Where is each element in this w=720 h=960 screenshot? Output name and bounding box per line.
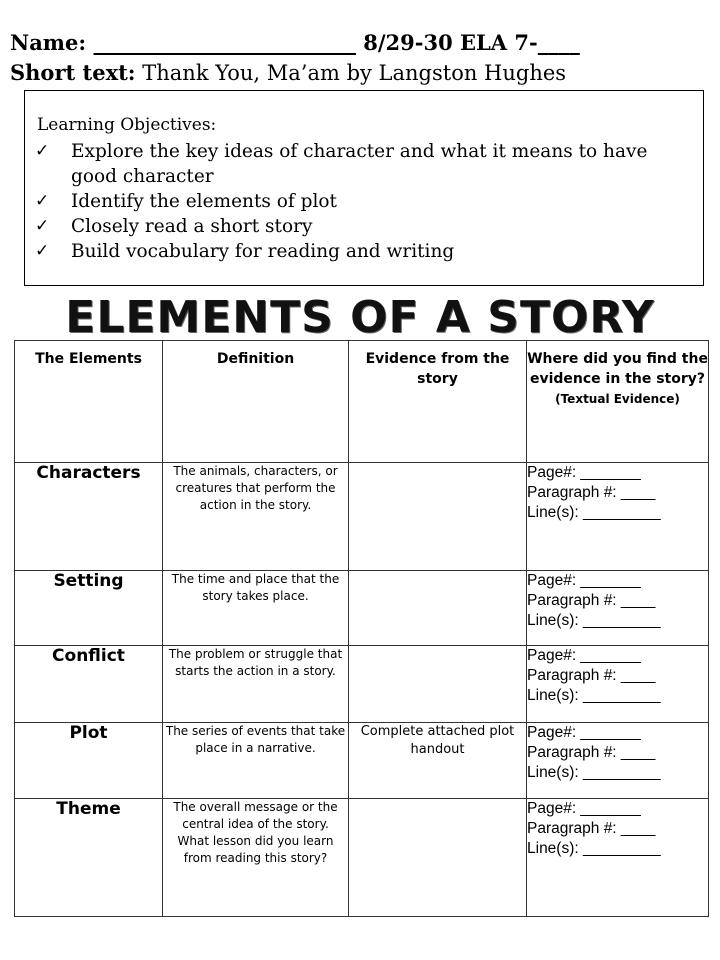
page-line: Page#: _______ (527, 647, 641, 664)
element-definition: The time and place that the story takes place. (163, 571, 349, 646)
name-label: Name: (10, 30, 87, 55)
check-icon: ✓ (35, 191, 50, 211)
where-cell[interactable] (527, 463, 709, 571)
paragraph-line: Paragraph #: ____ (527, 744, 656, 761)
where-cell[interactable] (527, 723, 709, 799)
header-definition: Definition (163, 341, 349, 463)
element-name: Setting (15, 571, 163, 646)
short-text-line (10, 60, 566, 85)
evidence-cell[interactable] (349, 463, 527, 571)
element-name: Theme (15, 799, 163, 917)
header-where: Where did you find the evidence in the story? (Textual Evidence) (527, 341, 709, 463)
date-class: 8/29-30 ELA 7-____ (363, 30, 580, 55)
check-icon: ✓ (35, 241, 50, 261)
where-cell[interactable] (527, 571, 709, 646)
objectives-box (24, 90, 704, 286)
page-line: Page#: _______ (527, 464, 641, 481)
objective-item: ✓ Build vocabulary for reading and writing (35, 241, 455, 262)
element-name: Plot (15, 723, 163, 799)
element-name: Characters (15, 463, 163, 571)
evidence-cell[interactable] (349, 799, 527, 917)
table-header-row (15, 341, 709, 463)
banner-title: ELEMENTS OF A STORY (65, 292, 655, 343)
lines-line: Line(s): _________ (527, 504, 661, 521)
paragraph-line: Paragraph #: ____ (527, 484, 656, 501)
evidence-cell[interactable]: Complete attached plot handout (349, 723, 527, 799)
short-text-label: Short text: (10, 60, 136, 85)
objective-item: ✓ Closely read a short story (35, 216, 313, 237)
objective-item: ✓ Identify the elements of plot (35, 191, 337, 212)
paragraph-line: Paragraph #: ____ (527, 820, 656, 837)
table-row (15, 571, 709, 646)
element-name: Conflict (15, 646, 163, 723)
page-line: Page#: _______ (527, 572, 641, 589)
element-definition: The problem or struggle that starts the action in a story. (163, 646, 349, 723)
lines-line: Line(s): _________ (527, 840, 661, 857)
table-row (15, 463, 709, 571)
evidence-cell[interactable] (349, 571, 527, 646)
lines-line: Line(s): _________ (527, 612, 661, 629)
paragraph-line: Paragraph #: ____ (527, 667, 656, 684)
objectives-list (35, 139, 695, 264)
lines-line: Line(s): _________ (527, 687, 661, 704)
objectives-title: Learning Objectives: (37, 115, 217, 135)
elements-table (14, 340, 709, 917)
where-cell[interactable] (527, 646, 709, 723)
table-row (15, 646, 709, 723)
table-row (15, 723, 709, 799)
header-evidence: Evidence from the story (349, 341, 527, 463)
where-cell[interactable] (527, 799, 709, 917)
table-row (15, 799, 709, 917)
short-text-value: Thank You, Ma’am by Langston Hughes (135, 61, 567, 85)
header-elements: The Elements (15, 341, 163, 463)
name-blank[interactable]: _________________________ (86, 30, 364, 55)
check-icon: ✓ (35, 216, 50, 236)
objective-item: ✓ Explore the key ideas of character and what it means to have good character (35, 141, 648, 187)
name-line (10, 30, 580, 55)
header-where-sub: (Textual Evidence) (555, 392, 680, 406)
page-line: Page#: _______ (527, 800, 641, 817)
paragraph-line: Paragraph #: ____ (527, 592, 656, 609)
element-definition: The overall message or the central idea of the story. What lesson did you learn from reading this story? (163, 799, 349, 917)
element-definition: The series of events that take place in a narrative. (163, 723, 349, 799)
element-definition: The animals, characters, or creatures that perform the action in the story. (163, 463, 349, 571)
lines-line: Line(s): _________ (527, 764, 661, 781)
evidence-cell[interactable] (349, 646, 527, 723)
check-icon: ✓ (35, 141, 50, 161)
page-line: Page#: _______ (527, 724, 641, 741)
